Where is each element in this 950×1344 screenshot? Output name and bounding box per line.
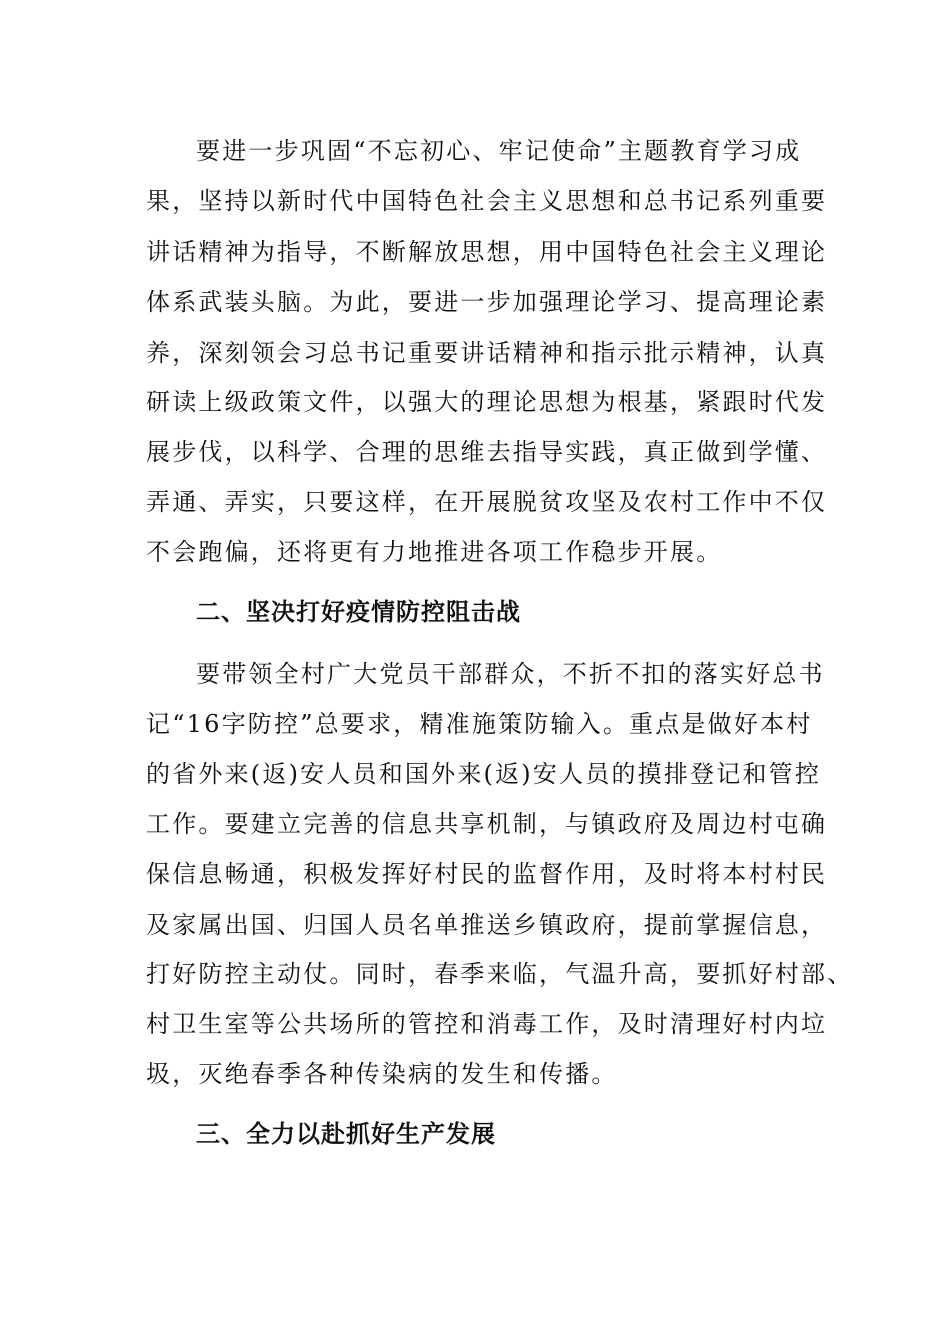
paragraph-line: 研读上级政策文件，以强大的理论思想为根基，紧跟时代发 [146, 388, 828, 416]
paragraph-line: 工作。要建立完善的信息共享机制，与镇政府及周边村屯确 [146, 810, 828, 838]
section-heading-production: 三、全力以赴抓好生产发展 [196, 1120, 496, 1148]
paragraph-line: 圾，灭绝春季各种传染病的发生和传播。 [146, 1060, 618, 1088]
paragraph-line: 养，深刻领会习总书记重要讲话精神和指示批示精神，认真 [146, 339, 828, 367]
paragraph-line: 保信息畅通，积极发挥好村民的监督作用，及时将本村村民 [146, 860, 828, 888]
paragraph-line: 体系武装头脑。为此，要进一步加强理论学习、提高理论素 [146, 288, 828, 316]
paragraph-line: 讲话精神为指导，不断解放思想，用中国特色社会主义理论 [146, 238, 828, 266]
paragraph-line: 展步伐，以科学、合理的思维去指导实践，真正做到学懂、 [146, 438, 828, 466]
section-heading-epidemic: 二、坚决打好疫情防控阻击战 [196, 598, 521, 626]
paragraph-line: 弄通、弄实，只要这样，在开展脱贫攻坚及农村工作中不仅 [146, 488, 828, 516]
paragraph-line: 要带领全村广大党员干部群众，不折不扣的落实好总书 [196, 660, 825, 688]
paragraph-line: 村卫生室等公共场所的管控和消毒工作，及时清理好村内垃 [146, 1010, 828, 1038]
paragraph-line: 的省外来(返)安人员和国外来(返)安人员的摸排登记和管控 [146, 760, 822, 788]
paragraph-line: 要进一步巩固“不忘初心、牢记使命”主题教育学习成 [196, 137, 802, 165]
paragraph-line: 果，坚持以新时代中国特色社会主义思想和总书记系列重要 [146, 187, 828, 215]
paragraph-line: 及家属出国、归国人员名单推送乡镇政府，提前掌握信息， [146, 911, 828, 939]
paragraph-line: 不会跑偏，还将更有力地推进各项工作稳步开展。 [146, 538, 723, 566]
paragraph-line: 打好防控主动仗。同时，春季来临，气温升高，要抓好村部、 [146, 960, 854, 988]
paragraph-line: 记“16字防控”总要求，精准施策防输入。重点是做好本村 [146, 710, 813, 738]
